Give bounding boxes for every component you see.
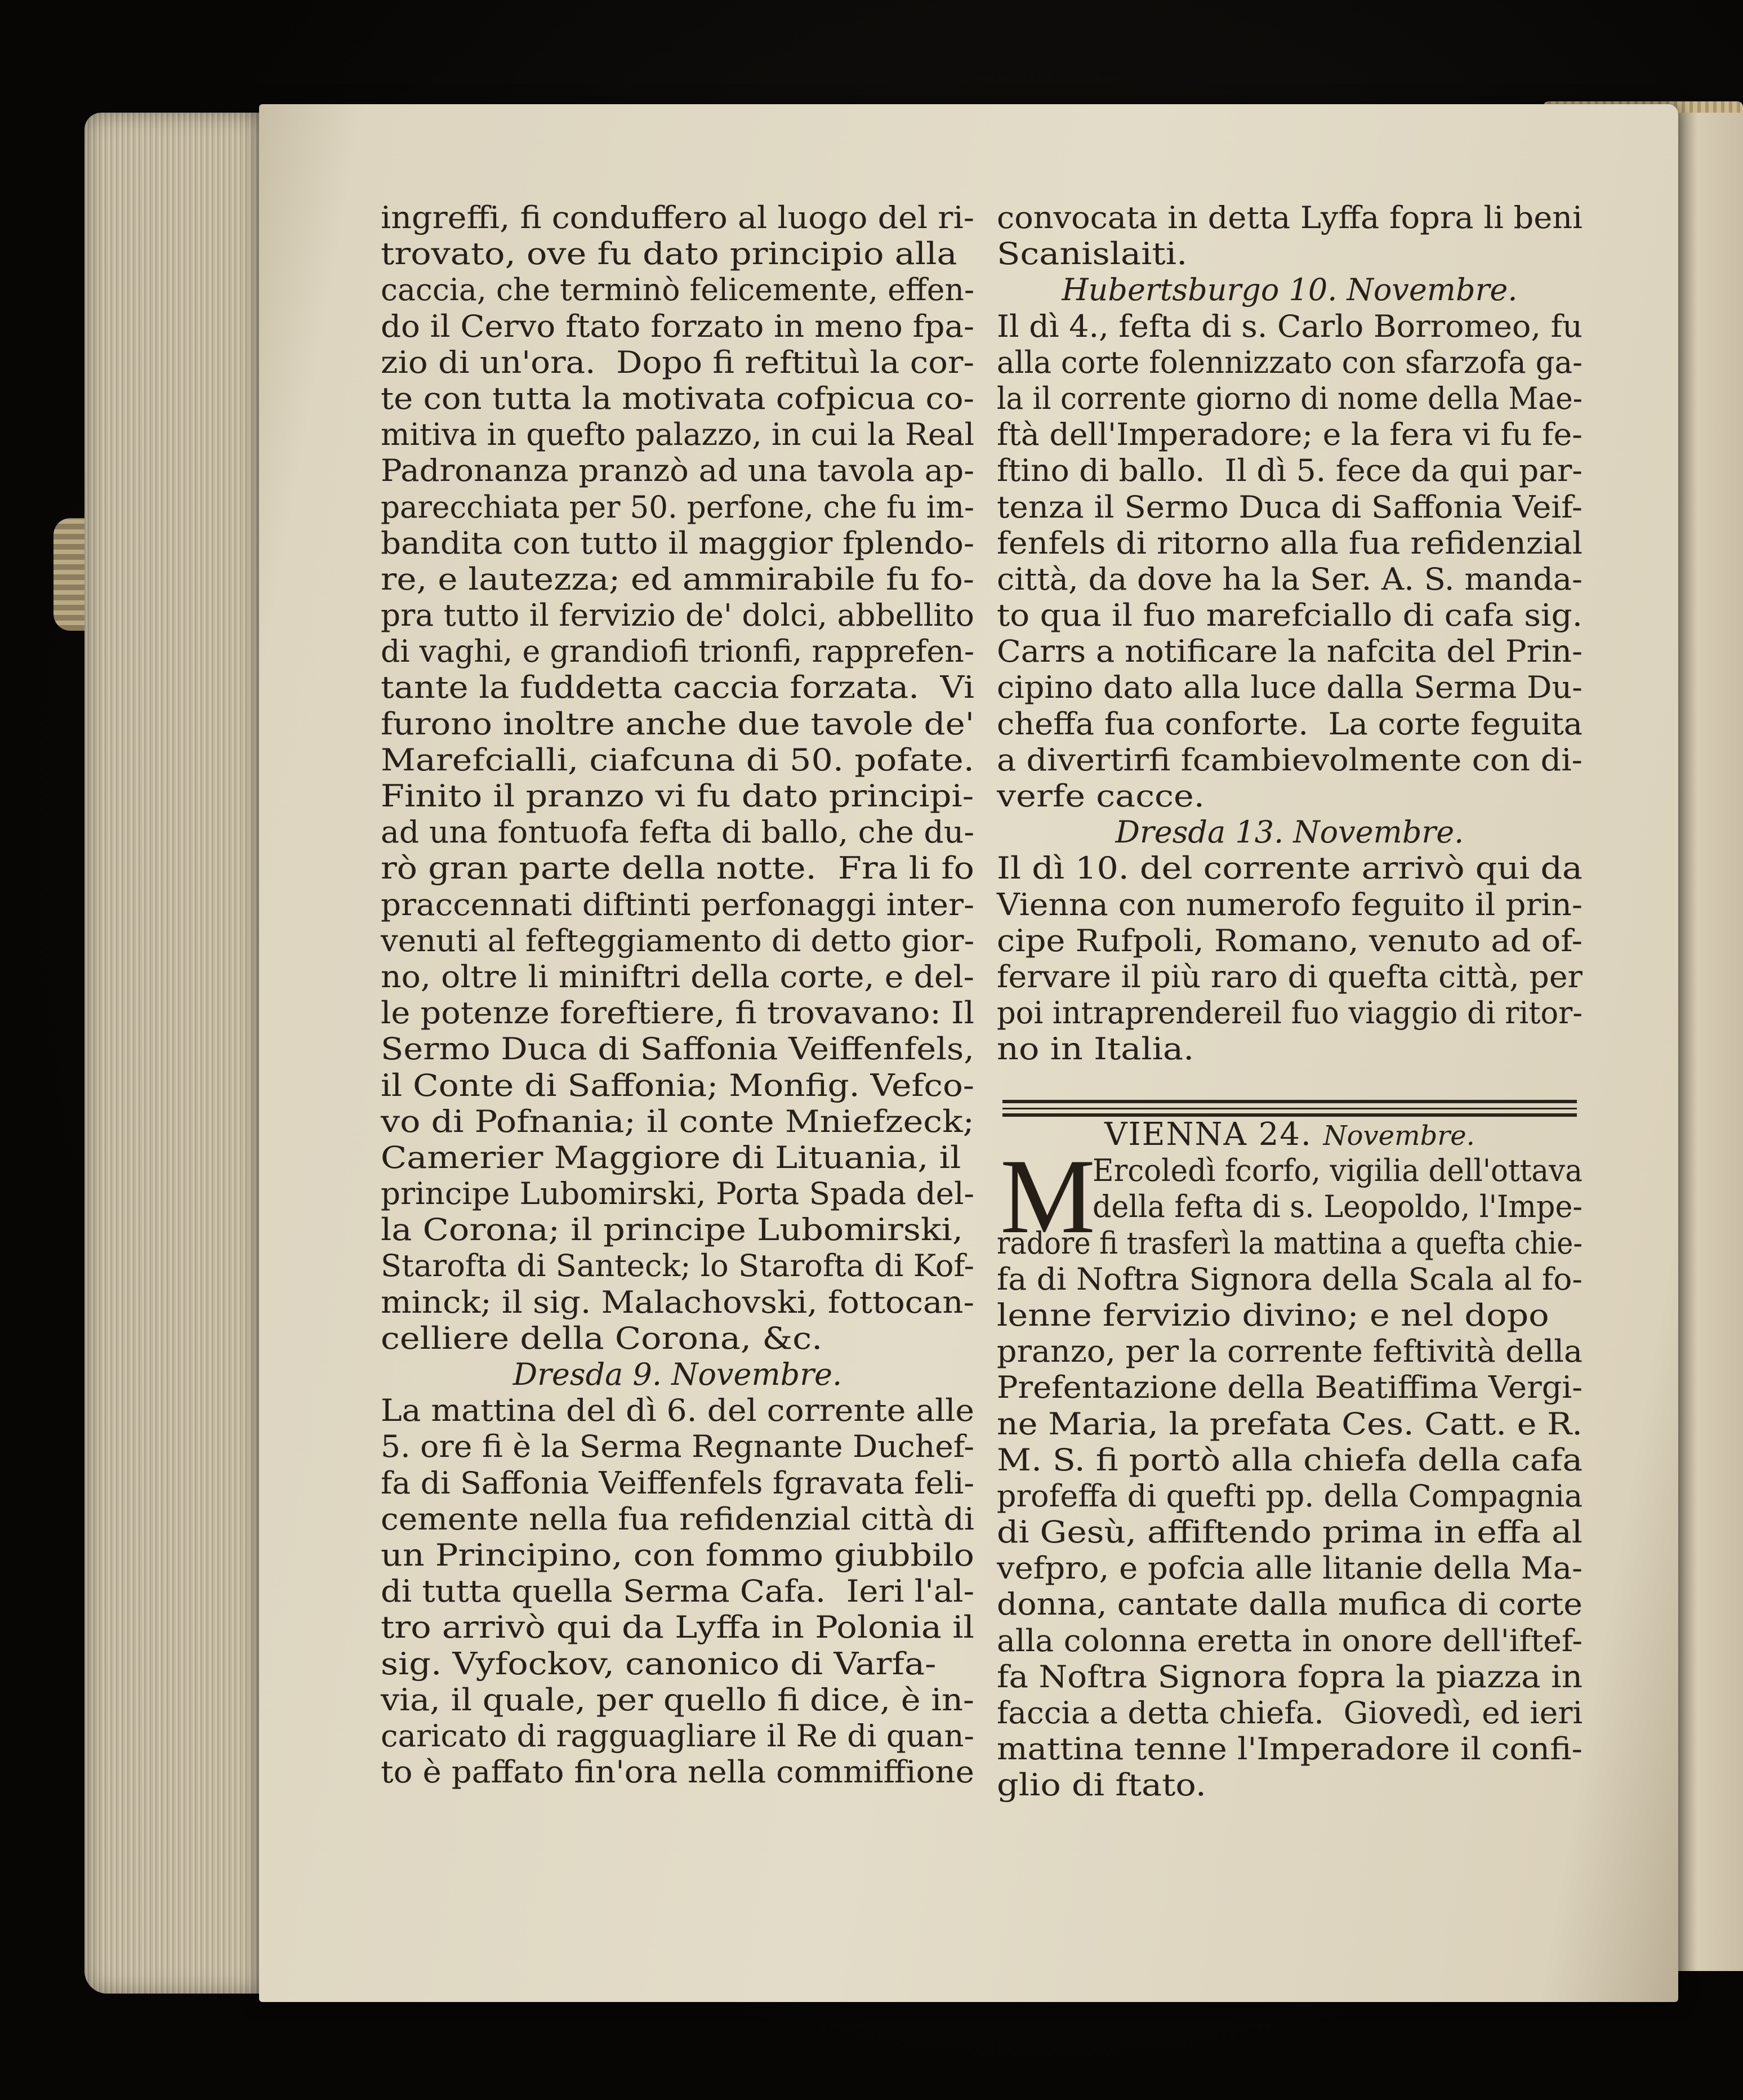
rule-line xyxy=(1002,1100,1577,1103)
text-line: a divertirfi fcambievolmente con di- xyxy=(997,742,1582,778)
vienna-heading-month: Novembre. xyxy=(1323,1120,1475,1152)
text-line: M. S. fi portò alla chiefa della cafa xyxy=(997,1442,1583,1478)
text-line: vo di Pofnania; il conte Mniefzeck; xyxy=(381,1103,974,1139)
text-line: 5. ore fi è la Serma Regnante Duchef- xyxy=(381,1429,975,1465)
text-line: alla corte folennizzato con sfarzofa ga- xyxy=(997,344,1582,380)
text-line: ftà dell'Imperadore; e la fera vi fu fe- xyxy=(997,417,1583,453)
text-line: vefpro, e pofcia alle litanie della Ma- xyxy=(997,1550,1583,1586)
text-line: della fefta di s. Leopoldo, l'Impe- xyxy=(1093,1189,1582,1225)
text-line: to è paffato fin'ora nella commiffione xyxy=(381,1754,975,1790)
text-line: via, il quale, per quello fi dice, è in- xyxy=(381,1682,974,1718)
text-line: pranzo, per la corrente feftività della xyxy=(997,1334,1582,1370)
left-column xyxy=(381,200,974,1790)
text-line: minck; il sig. Malachovski, fottocan- xyxy=(381,1284,974,1320)
text-line: profeffa di quefti pp. della Compagnia xyxy=(997,1478,1583,1514)
text-line: fa di Noftra Signora della Scala al fo- xyxy=(997,1261,1583,1297)
text-line: venuti al fefteggiamento di detto gior- xyxy=(381,922,974,958)
text-line: ne Maria, la prefata Ces. Catt. e R. xyxy=(997,1406,1582,1442)
text-line: tante la fuddetta caccia forzata. Vi xyxy=(381,670,975,706)
text-line: mitiva in quefto palazzo, in cui la Real xyxy=(381,417,974,453)
text-line: donna, cantate dalla mufica di corte xyxy=(997,1586,1583,1622)
text-line: do il Cervo ftato forzato in meno fpa- xyxy=(381,308,974,344)
text-line: verfe cacce. xyxy=(997,778,1205,814)
text-line: tenza il Sermo Duca di Saffonia Veif- xyxy=(997,489,1582,525)
text-line: le potenze foreftiere, fi trovavano: Il xyxy=(381,995,974,1031)
text-line: di tutta quella Serma Cafa. Ieri l'al- xyxy=(381,1573,975,1609)
text-line: cipe Rufpoli, Romano, venuto ad of- xyxy=(997,922,1583,958)
text-line: convocata in detta Lyffa fopra li beni xyxy=(997,200,1582,235)
text-line: trovato, ove fu dato principio alla xyxy=(381,236,957,272)
text-line: Il dì 4., fefta di s. Carlo Borromeo, fu xyxy=(997,308,1582,344)
text-line: ad una fontuofa fefta di ballo, che du- xyxy=(381,814,975,850)
text-line: un Principino, con fommo giubbilo xyxy=(381,1537,974,1573)
text-line: cipino dato alla luce dalla Serma Du- xyxy=(997,670,1582,706)
vienna-heading-place: VIENNA 24. xyxy=(1104,1116,1312,1153)
text-line: cheffa fua conforte. La corte feguita xyxy=(997,706,1583,742)
text-line: furono inoltre anche due tavole de' xyxy=(381,706,975,742)
text-line: caccia, che terminò felicemente, effen- xyxy=(381,272,975,308)
text-line: La mattina del dì 6. del corrente alle xyxy=(381,1393,974,1429)
text-line: fa di Saffonia Veiffenfels fgravata feli- xyxy=(381,1465,975,1501)
text-line: rò gran parte della notte. Fra li fo xyxy=(381,850,974,886)
text-line: no in Italia. xyxy=(997,1031,1194,1067)
text-line: praccennati diftinti perfonaggi inter- xyxy=(381,886,974,922)
text-line: Vienna con numerofo feguito il prin- xyxy=(997,886,1583,922)
text-line: la il corrente giorno di nome della Mae- xyxy=(997,380,1583,416)
text-line: re, e lautezza; ed ammirabile fu fo- xyxy=(381,561,974,597)
text-line: parecchiata per 50. perfone, che fu im- xyxy=(381,489,974,525)
text-line: ftino di ballo. Il dì 5. fece da qui par- xyxy=(997,453,1582,489)
text-line: to qua il fuo marefciallo di cafa sig. xyxy=(997,598,1583,634)
text-line: di vaghi, e grandiofi trionfi, rapprefen- xyxy=(381,634,974,670)
text-line: caricato di ragguagliare il Re di quan- xyxy=(381,1718,974,1754)
text-line: ingreffi, fi conduffero al luogo del ri- xyxy=(381,200,975,235)
drop-cap: M xyxy=(1000,1138,1095,1256)
right-column xyxy=(997,200,1582,1068)
text-line: Ercoledì fcorfo, vigilia dell'ottava xyxy=(1093,1153,1582,1189)
dateline-dresda-9: Dresda 9. Novembre. xyxy=(512,1357,842,1392)
text-line: il Conte di Saffonia; Monfig. Vefco- xyxy=(381,1067,975,1103)
text-line: fenfels di ritorno alla fua refidenzial xyxy=(997,525,1583,561)
text-line: pra tutto il fervizio de' dolci, abbellito xyxy=(381,598,974,634)
text-line: te con tutta la motivata cofpicua co- xyxy=(381,380,974,416)
text-line: Il dì 10. del corrente arrivò qui da xyxy=(997,850,1582,886)
text-line: faccia a detta chiefa. Giovedì, ed ieri xyxy=(997,1695,1583,1731)
text-line: sig. Vyfockov, canonico di Varfa- xyxy=(381,1646,937,1682)
page-stack-edge xyxy=(84,113,276,1994)
text-line: celliere della Corona, &c. xyxy=(381,1320,823,1356)
text-line: tro arrivò qui da Lyffa in Polonia il xyxy=(381,1609,974,1646)
rule-line xyxy=(1002,1108,1577,1109)
text-line: poi intraprendereil fuo viaggio di ritor- xyxy=(997,995,1583,1031)
text-line: Finito il pranzo vi fu dato principi- xyxy=(381,778,974,814)
text-line: Prefentazione della Beatiffima Vergi- xyxy=(997,1370,1583,1406)
text-line: glio di ftato. xyxy=(997,1767,1206,1803)
dateline-hubertsburgo: Hubertsburgo 10. Novembre. xyxy=(1062,272,1518,308)
facing-page-edge xyxy=(1667,113,1743,1971)
text-line: zio di un'ora. Dopo fi reftituì la cor- xyxy=(381,344,975,380)
dateline-dresda-13: Dresda 13. Novembre. xyxy=(1115,814,1464,850)
text-line: Carrs a notificare la nafcita del Prin- xyxy=(997,634,1582,670)
text-line: mattina tenne l'Imperadore il confi- xyxy=(997,1731,1583,1767)
text-line: la Corona; il principe Lubomirski, xyxy=(381,1212,964,1248)
text-line: di Gesù, affiftendo prima in effa al xyxy=(997,1514,1582,1550)
text-line: Starofta di Santeck; lo Starofta di Kof- xyxy=(381,1248,974,1284)
text-line: lenne fervizio divino; e nel dopo xyxy=(997,1297,1549,1333)
text-line: radore fi trasferì la mattina a quefta chie- xyxy=(997,1225,1583,1261)
text-line: principe Lubomirski, Porta Spada del- xyxy=(381,1176,974,1212)
text-line: città, da dove ha la Ser. A. S. manda- xyxy=(997,561,1582,597)
text-line: Scanislaiti. xyxy=(997,236,1188,272)
text-line: alla colonna eretta in onore dell'iftef- xyxy=(997,1622,1583,1658)
text-line: Marefcialli, ciafcuna di 50. pofate. xyxy=(381,742,974,778)
text-line: fervare il più raro di quefta città, per xyxy=(997,958,1582,995)
text-line: bandita con tutto il maggior fplendo- xyxy=(381,525,974,561)
text-line: no, oltre li miniftri della corte, e del- xyxy=(381,958,974,995)
text-line: Sermo Duca di Saffonia Veiffenfels, xyxy=(381,1031,975,1067)
text-line: Camerier Maggiore di Lituania, il xyxy=(381,1139,961,1175)
text-line: fa Noftra Signora fopra la piazza in xyxy=(997,1658,1583,1695)
text-line: Padronanza pranzò ad una tavola ap- xyxy=(381,453,975,489)
text-line: cemente nella fua refidenzial città di xyxy=(381,1501,975,1537)
